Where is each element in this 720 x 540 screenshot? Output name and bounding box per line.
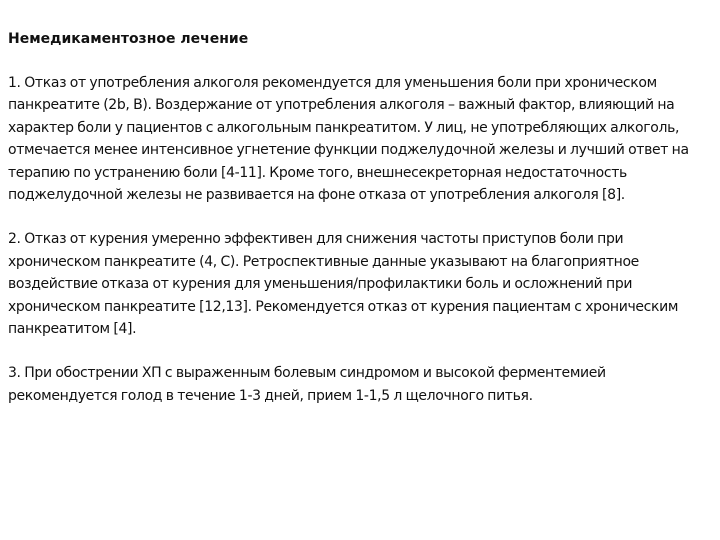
paragraph-alcohol: 1. Отказ от употребления алкоголя рекомендуется для уменьшения боли при хроническом панкреатите (2b, B). Воздержание от употребления алкоголя – важный фактор, влияющий на характер боли у пациентов с алкогольным панкреатитом. У лиц, не употребляющих алкоголь, отмечается менее интенсивное угнетение функции поджелудочной железы и лучший ответ на терапию по устранению боли [4-11]. Кроме того, внешнесекреторная недостаточность поджелудочной железы не развивается на фоне отказа от употребления алкоголя [8].	[8, 75, 689, 204]
slide-title: Немедикаментозное лечение	[8, 31, 249, 47]
paragraph-smoking: 2. Отказ от курения умеренно эффективен для снижения частоты приступов боли при хроническом панкреатите (4, C). Ретроспективные данные указывают на благоприятное воздействие отказа от курения для уменьшения/профилактики боль и осложнений при хроническом панкреатите [12,13]. Рекомендуется отказ от курения пациентам с хроническим панкреатитом [4].	[8, 231, 679, 338]
paragraph-fasting: 3. При обострении ХП с выраженным болевым синдромом и высокой ферментемией рекомендуется голод в течение 1-3 дней, прием 1-1,5 л щелочного питья.	[8, 365, 606, 404]
